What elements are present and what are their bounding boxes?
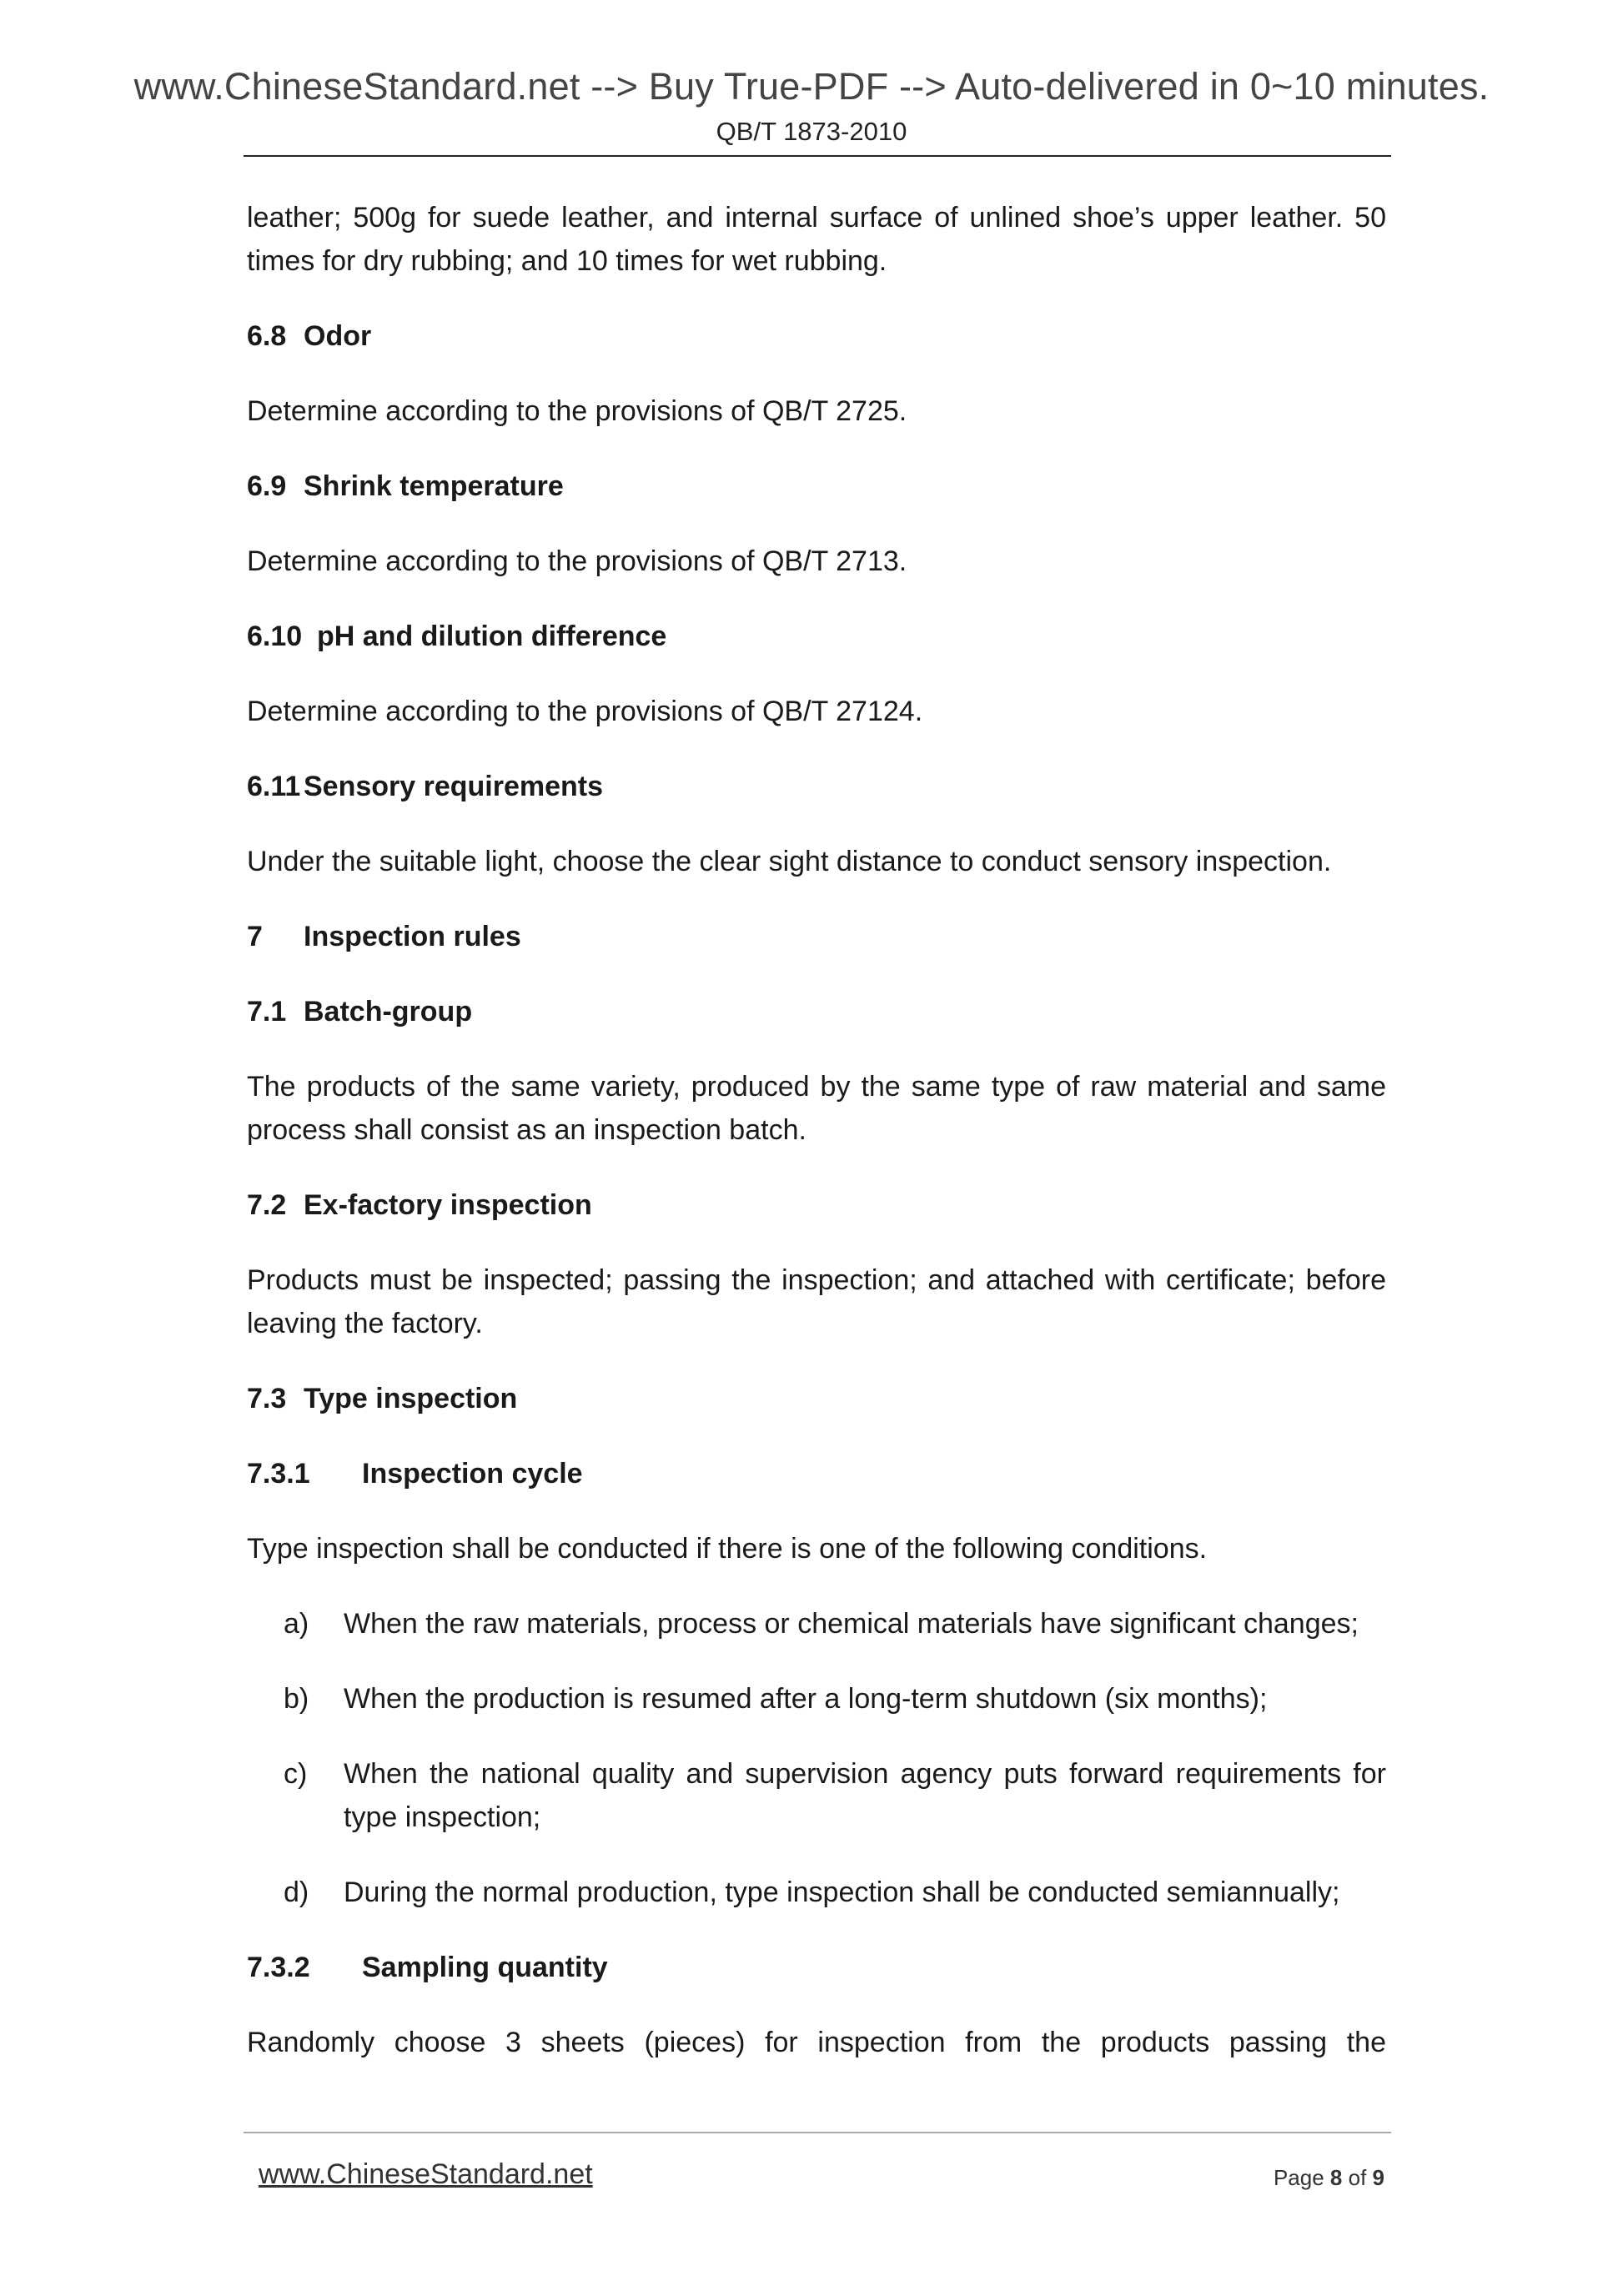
section-7-3-2-text: Randomly choose 3 sheets (pieces) for inspection from the products passing the (247, 2027, 1386, 2058)
section-6-8-text: Determine according to the provisions of QB/T 2725. (247, 395, 907, 427)
list-item-text: When the national quality and supervision agency puts forward requirements for type inspection; (344, 1758, 1386, 1833)
list-item (247, 1602, 1386, 1645)
section-6-9-text: Determine according to the provisions of QB/T 2713. (247, 545, 907, 577)
section-title: pH and dilution difference (317, 620, 667, 652)
list-item-text: When the production is resumed after a long-term shutdown (six months); (344, 1683, 1268, 1715)
section-number: 6.10 (247, 620, 303, 652)
section-title: Sensory requirements (304, 771, 604, 802)
list-marker: a) (284, 1608, 309, 1640)
section-6-10-heading (247, 615, 1386, 658)
list-marker: d) (284, 1876, 309, 1908)
list-marker: b) (284, 1683, 309, 1715)
list-item-text: When the raw materials, process or chemical materials have significant changes; (344, 1608, 1359, 1640)
header-banner[interactable]: www.ChineseStandard.net --> Buy True-PDF --> Auto-delivered in 0~10 minutes. (133, 65, 1490, 108)
footer-divider (244, 2132, 1391, 2133)
section-number: 7.3 (247, 1383, 287, 1414)
section-number: 7.1 (247, 996, 287, 1027)
section-number: 7 (247, 921, 263, 952)
section-6-11-heading (247, 765, 1386, 808)
page-of: of (1348, 2165, 1367, 2190)
section-number: 6.11 (247, 771, 301, 802)
list-item (247, 1677, 1386, 1721)
section-7-3-1-heading (247, 1452, 1386, 1495)
section-title: Ex-factory inspection (304, 1189, 592, 1221)
section-title: Odor (304, 320, 372, 352)
section-title: Inspection cycle (362, 1458, 583, 1490)
section-number: 6.9 (247, 470, 287, 502)
footer-website-link[interactable]: www.ChineseStandard.net (259, 2158, 593, 2190)
section-6-10-text: Determine according to the provisions of QB/T 27124. (247, 696, 923, 727)
section-number: 6.8 (247, 320, 287, 352)
section-title: Shrink temperature (304, 470, 564, 502)
section-7-2-text: Products must be inspected; passing the inspection; and attached with certificate; before leaving the factory. (247, 1264, 1386, 1339)
section-title: Inspection rules (304, 921, 521, 952)
page-total: 9 (1372, 2165, 1384, 2190)
list-item (247, 1752, 1386, 1839)
list-item (247, 1871, 1386, 1914)
list-item-text: During the normal production, type inspection shall be conducted semiannually; (344, 1876, 1340, 1908)
section-title: Type inspection (304, 1383, 518, 1414)
section-7-1-text: The products of the same variety, produced by the same type of raw material and same process shall consist as an inspection batch. (247, 1071, 1386, 1146)
section-number: 7.3.1 (247, 1458, 310, 1490)
section-number: 7.2 (247, 1189, 287, 1221)
section-title: Sampling quantity (362, 1952, 608, 1983)
section-7-1-heading (247, 990, 1386, 1033)
section-7-heading (247, 915, 1386, 958)
page-indicator (1274, 2165, 1384, 2191)
section-6-11-text: Under the suitable light, choose the clear sight distance to conduct sensory inspection. (247, 846, 1332, 877)
section-7-3-1-text: Type inspection shall be conducted if there is one of the following conditions. (247, 1533, 1208, 1565)
section-7-2-heading (247, 1183, 1386, 1227)
section-6-8-heading (247, 314, 1386, 358)
header-divider (244, 155, 1391, 157)
section-number: 7.3.2 (247, 1952, 310, 1983)
standard-code: QB/T 1873-2010 (716, 117, 907, 146)
section-6-9-heading (247, 465, 1386, 508)
section-7-3-heading (247, 1377, 1386, 1420)
section-title: Batch-group (304, 996, 473, 1027)
page-prefix: Page (1273, 2165, 1324, 2190)
list-marker: c) (284, 1758, 308, 1790)
document-body (247, 196, 1386, 2096)
intro-paragraph: leather; 500g for suede leather, and internal surface of unlined shoe’s upper leather. 50 times for dry rubbing; and 10 times for wet rubbing. (247, 202, 1386, 277)
section-7-3-2-heading (247, 1946, 1386, 1989)
page-current: 8 (1329, 2165, 1343, 2190)
